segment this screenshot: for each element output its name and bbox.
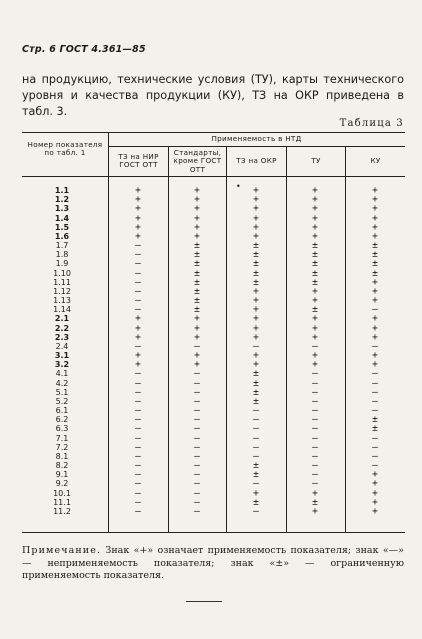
cell-value: —: [312, 386, 318, 398]
row-number: 1.8: [55, 250, 69, 260]
cell-value: ±: [312, 276, 318, 288]
cell-value: —: [253, 340, 259, 352]
cell-value: ±: [372, 258, 378, 270]
cell-value: ±: [253, 258, 259, 270]
cell-value: —: [135, 258, 141, 270]
cell-value: ±: [253, 377, 259, 389]
row-number: 7.2: [55, 442, 69, 452]
cell-value: —: [135, 423, 141, 435]
cell-value: +: [135, 322, 141, 334]
table-header-rule: [22, 176, 405, 177]
cell-value: +: [312, 350, 318, 362]
cell-value: —: [135, 304, 141, 316]
cell-value: ±: [194, 295, 200, 307]
row-number: 6.3: [55, 424, 69, 434]
cell-value: +: [253, 230, 259, 242]
cell-value: —: [135, 487, 141, 499]
table-top-rule: [22, 132, 405, 133]
cell-value: —: [253, 414, 259, 426]
cell-value: +: [372, 212, 378, 224]
cell-value: +: [253, 285, 259, 297]
cell-value: +: [194, 359, 200, 371]
cell-value: —: [312, 460, 318, 472]
cell-value: —: [135, 368, 141, 380]
cell-value: +: [135, 359, 141, 371]
cell-value: —: [372, 405, 378, 417]
cell-value: ±: [372, 240, 378, 252]
cell-value: +: [194, 212, 200, 224]
row-number: 10.1: [53, 488, 71, 498]
cell-value: +: [194, 203, 200, 215]
cell-value: +: [372, 322, 378, 334]
row-number: 9.1: [55, 470, 69, 480]
cell-value: —: [135, 460, 141, 472]
cell-value: +: [135, 331, 141, 343]
cell-value: +: [253, 331, 259, 343]
cell-value: +: [372, 313, 378, 325]
col-header-tz-nir: ТЗ на НИР ГОСТ ОТТ: [118, 152, 159, 170]
cell-value: —: [135, 386, 141, 398]
cell-value: —: [135, 405, 141, 417]
cell-value: —: [312, 432, 318, 444]
cell-value: +: [372, 194, 378, 206]
page-header: Стр. 6 ГОСТ 4.361—85: [22, 44, 146, 55]
cell-value: —: [194, 340, 200, 352]
cell-value: —: [194, 405, 200, 417]
row-number: 3.2: [54, 360, 70, 370]
cell-value: +: [194, 230, 200, 242]
stray-mark: •: [236, 182, 241, 191]
row-number: 1.7: [55, 241, 69, 251]
table-group-rule: [108, 146, 405, 147]
row-number: 6.1: [55, 406, 69, 416]
cell-value: —: [194, 386, 200, 398]
cell-value: —: [135, 450, 141, 462]
cell-value: —: [194, 460, 200, 472]
cell-value: ±: [372, 267, 378, 279]
col-header-ku: КУ: [370, 156, 381, 165]
cell-value: —: [372, 377, 378, 389]
cell-value: —: [372, 441, 378, 453]
cell-value: —: [194, 377, 200, 389]
cell-value: +: [312, 212, 318, 224]
cell-value: +: [253, 350, 259, 362]
cell-value: —: [253, 405, 259, 417]
cell-value: +: [372, 496, 378, 508]
cell-value: ±: [312, 267, 318, 279]
cell-value: ±: [194, 258, 200, 270]
cell-value: +: [372, 203, 378, 215]
note-text: Знак «+» означает применяемость показателя; знак «—» — неприменяемость показателя; знак «±» — ограниченную применяемость показателя.: [22, 545, 404, 581]
table-caption: Таблица 3: [339, 118, 404, 129]
row-number: 1.11: [53, 277, 71, 287]
cell-value: +: [312, 230, 318, 242]
cell-value: +: [372, 295, 378, 307]
cell-value: —: [194, 414, 200, 426]
row-number: 5.1: [55, 387, 69, 397]
cell-value: —: [312, 368, 318, 380]
cell-value: —: [372, 395, 378, 407]
cell-value: ±: [253, 386, 259, 398]
cell-value: ±: [312, 249, 318, 261]
col-header-standards: Стандарты, кроме ГОСТ ОТТ: [173, 148, 222, 174]
row-number: 8.2: [55, 461, 69, 471]
cell-value: —: [312, 450, 318, 462]
cell-value: ±: [312, 496, 318, 508]
col-header-number: Номер показателя по табл. 1: [27, 140, 103, 158]
row-number: 1.1: [54, 186, 70, 195]
cell-value: ±: [312, 240, 318, 252]
cell-value: +: [253, 212, 259, 224]
cell-value: +: [253, 322, 259, 334]
cell-value: +: [372, 469, 378, 481]
cell-value: —: [135, 340, 141, 352]
cell-value: +: [372, 221, 378, 233]
cell-value: —: [135, 469, 141, 481]
cell-value: —: [194, 432, 200, 444]
row-number: 1.14: [53, 305, 71, 315]
row-number: 1.13: [53, 296, 71, 306]
row-number: 1.2: [54, 195, 70, 205]
cell-value: —: [312, 423, 318, 435]
cell-value: —: [372, 368, 378, 380]
cell-value: +: [194, 221, 200, 233]
cell-value: +: [194, 194, 200, 206]
cell-value: —: [194, 505, 200, 517]
cell-value: +: [312, 194, 318, 206]
row-number: 5.2: [55, 396, 69, 406]
col-header-tz-okr: ТЗ на ОКР: [236, 156, 277, 165]
cell-value: —: [135, 295, 141, 307]
cell-value: +: [312, 313, 318, 325]
cell-value: —: [194, 478, 200, 490]
cell-value: ±: [253, 368, 259, 380]
cell-value: +: [372, 487, 378, 499]
cell-value: —: [253, 423, 259, 435]
cell-value: —: [372, 386, 378, 398]
cell-value: ±: [194, 285, 200, 297]
cell-value: —: [253, 478, 259, 490]
cell-value: —: [312, 395, 318, 407]
cell-value: —: [135, 432, 141, 444]
cell-value: ±: [253, 395, 259, 407]
cell-value: +: [312, 487, 318, 499]
cell-value: —: [194, 487, 200, 499]
cell-value: +: [135, 212, 141, 224]
cell-value: +: [253, 194, 259, 206]
cell-value: —: [135, 267, 141, 279]
cell-value: ±: [194, 267, 200, 279]
cell-value: —: [312, 414, 318, 426]
cell-value: ±: [253, 460, 259, 472]
row-number: 2.2: [54, 323, 70, 333]
cell-value: —: [194, 368, 200, 380]
cell-value: —: [372, 460, 378, 472]
cell-value: —: [312, 478, 318, 490]
row-number: 1.10: [53, 268, 71, 278]
cell-value: +: [372, 350, 378, 362]
cell-value: +: [372, 185, 378, 196]
row-number: 8.1: [55, 451, 69, 461]
cell-value: —: [135, 249, 141, 261]
cell-value: —: [135, 478, 141, 490]
cell-value: —: [253, 432, 259, 444]
cell-value: +: [253, 221, 259, 233]
cell-value: ±: [253, 240, 259, 252]
cell-value: +: [253, 185, 259, 196]
cell-value: +: [372, 285, 378, 297]
row-number: 9.2: [55, 479, 69, 489]
cell-value: +: [372, 359, 378, 371]
col-divider-2: [226, 146, 227, 533]
cell-value: ±: [194, 276, 200, 288]
row-number: 6.2: [55, 415, 69, 425]
cell-value: —: [194, 450, 200, 462]
cell-value: ±: [372, 423, 378, 435]
cell-value: —: [372, 340, 378, 352]
row-number: 4.1: [55, 369, 69, 379]
cell-value: +: [312, 221, 318, 233]
cell-value: +: [253, 203, 259, 215]
cell-value: +: [253, 295, 259, 307]
cell-value: +: [372, 505, 378, 517]
cell-value: —: [194, 423, 200, 435]
row-number: 1.12: [53, 286, 71, 296]
cell-value: +: [253, 304, 259, 316]
cell-value: ±: [253, 276, 259, 288]
cell-value: ±: [253, 267, 259, 279]
table-bottom-rule: [22, 532, 405, 533]
cell-value: ±: [253, 249, 259, 261]
cell-value: +: [372, 478, 378, 490]
row-number: 2.4: [55, 341, 69, 351]
note-label: Примечание.: [22, 545, 102, 556]
cell-value: +: [312, 331, 318, 343]
cell-value: +: [135, 230, 141, 242]
cell-value: +: [135, 185, 141, 196]
cell-value: +: [135, 194, 141, 206]
group-header: Применяемость в НТД: [211, 134, 302, 143]
cell-value: +: [312, 203, 318, 215]
cell-value: +: [372, 331, 378, 343]
cell-value: —: [312, 377, 318, 389]
cell-value: —: [135, 395, 141, 407]
cell-value: +: [194, 331, 200, 343]
row-number: 2.1: [54, 314, 70, 324]
cell-value: ±: [312, 258, 318, 270]
cell-value: —: [312, 340, 318, 352]
cell-value: ±: [194, 249, 200, 261]
cell-value: —: [135, 285, 141, 297]
col-header-tu: ТУ: [311, 156, 321, 165]
cell-value: —: [312, 469, 318, 481]
cell-value: ±: [194, 304, 200, 316]
end-mark: [186, 601, 222, 602]
cell-value: —: [135, 505, 141, 517]
cell-value: +: [312, 185, 318, 196]
cell-value: —: [253, 505, 259, 517]
cell-value: —: [135, 377, 141, 389]
cell-value: +: [253, 313, 259, 325]
cell-value: —: [312, 405, 318, 417]
cell-value: —: [135, 240, 141, 252]
row-number: 3.1: [54, 351, 70, 361]
cell-value: —: [194, 469, 200, 481]
intro-paragraph: на продукцию, технические условия (ТУ), карты технического уровня и качества продукции (КУ), ТЗ на ОКР приведена в табл. 3.: [22, 73, 404, 118]
cell-value: +: [194, 350, 200, 362]
table-note: [22, 545, 404, 583]
cell-value: +: [194, 313, 200, 325]
cell-value: +: [135, 313, 141, 325]
row-number: 1.4: [54, 213, 70, 223]
cell-value: —: [135, 276, 141, 288]
row-number: 4.2: [55, 378, 69, 388]
cell-value: +: [312, 285, 318, 297]
cell-value: +: [194, 185, 200, 196]
cell-value: +: [253, 487, 259, 499]
row-number: 11.1: [53, 497, 71, 507]
row-number: 2.3: [54, 332, 70, 342]
col-divider-3: [286, 146, 287, 533]
cell-value: —: [253, 441, 259, 453]
cell-value: ±: [372, 414, 378, 426]
cell-value: —: [372, 432, 378, 444]
cell-value: ±: [372, 249, 378, 261]
col-divider-1: [168, 146, 169, 533]
cell-value: —: [194, 441, 200, 453]
cell-value: —: [135, 441, 141, 453]
applicability-table: [22, 132, 405, 533]
cell-value: ±: [253, 496, 259, 508]
cell-value: —: [372, 304, 378, 316]
cell-value: —: [194, 496, 200, 508]
col-divider-0: [108, 132, 109, 533]
cell-value: +: [312, 322, 318, 334]
cell-value: ±: [194, 240, 200, 252]
cell-value: —: [135, 414, 141, 426]
cell-value: —: [194, 395, 200, 407]
cell-value: —: [372, 450, 378, 462]
cell-value: —: [253, 450, 259, 462]
col-divider-4: [345, 146, 346, 533]
cell-value: +: [135, 221, 141, 233]
cell-value: +: [372, 230, 378, 242]
row-number: 1.5: [54, 222, 70, 232]
row-number: 11.2: [53, 506, 71, 516]
row-number: 7.1: [55, 433, 69, 443]
cell-value: +: [372, 276, 378, 288]
row-number: 1.9: [55, 259, 69, 269]
cell-value: +: [194, 322, 200, 334]
cell-value: +: [312, 359, 318, 371]
cell-value: +: [312, 505, 318, 517]
cell-value: —: [135, 496, 141, 508]
cell-value: +: [135, 203, 141, 215]
cell-value: +: [253, 359, 259, 371]
row-number: 1.6: [54, 231, 70, 241]
row-number: 1.3: [54, 204, 70, 214]
cell-value: +: [312, 295, 318, 307]
cell-value: +: [135, 350, 141, 362]
cell-value: —: [312, 441, 318, 453]
cell-value: ±: [253, 469, 259, 481]
cell-value: ±: [312, 304, 318, 316]
